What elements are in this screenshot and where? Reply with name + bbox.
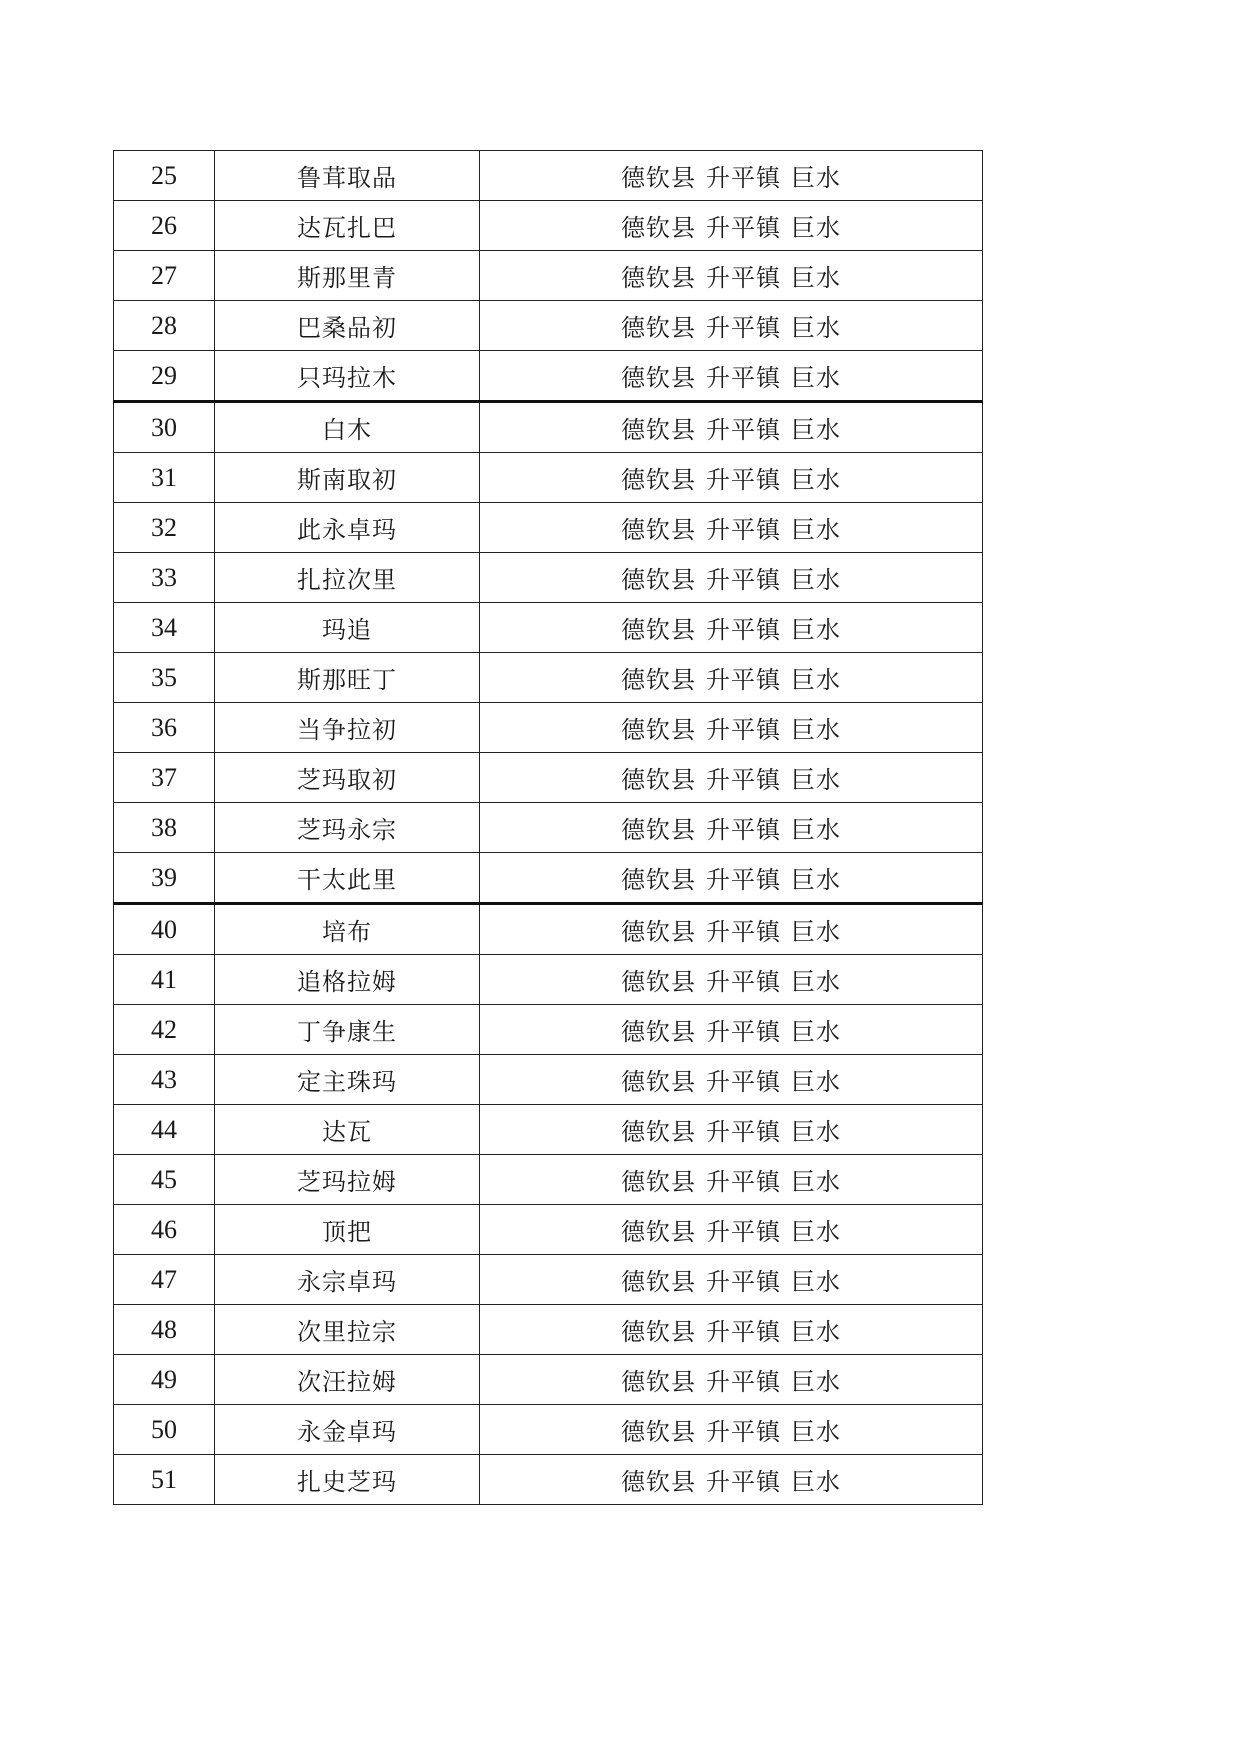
address-town: 升平镇 <box>706 214 781 242</box>
table-row <box>114 301 983 351</box>
table-row <box>114 151 983 201</box>
address-town: 升平镇 <box>706 416 781 444</box>
address-cell <box>480 603 983 653</box>
address-village: 巨水 <box>791 364 841 392</box>
address-county: 德钦县 <box>621 1268 696 1296</box>
person-name-cell: 达瓦 <box>215 1105 480 1155</box>
person-name-cell: 定主珠玛 <box>215 1055 480 1105</box>
address-village: 巨水 <box>791 666 841 694</box>
address-cell <box>480 955 983 1005</box>
table-row <box>114 1305 983 1355</box>
address-town: 升平镇 <box>706 1018 781 1046</box>
address-county: 德钦县 <box>621 1118 696 1146</box>
address-town: 升平镇 <box>706 766 781 794</box>
address-village: 巨水 <box>791 214 841 242</box>
address-county: 德钦县 <box>621 968 696 996</box>
row-number-cell: 31 <box>114 453 215 503</box>
address-village: 巨水 <box>791 616 841 644</box>
address-village: 巨水 <box>791 466 841 494</box>
address-village: 巨水 <box>791 566 841 594</box>
address-county: 德钦县 <box>621 466 696 494</box>
table-row <box>114 1105 983 1155</box>
address-town: 升平镇 <box>706 164 781 192</box>
person-name-cell: 次汪拉姆 <box>215 1355 480 1405</box>
row-number-cell: 48 <box>114 1305 215 1355</box>
address-county: 德钦县 <box>621 416 696 444</box>
address-village: 巨水 <box>791 918 841 946</box>
row-number-cell: 29 <box>114 351 215 402</box>
address-county: 德钦县 <box>621 314 696 342</box>
address-county: 德钦县 <box>621 1168 696 1196</box>
table-row <box>114 653 983 703</box>
address-village: 巨水 <box>791 816 841 844</box>
address-county: 德钦县 <box>621 1018 696 1046</box>
address-town: 升平镇 <box>706 918 781 946</box>
row-number-cell: 33 <box>114 553 215 603</box>
address-cell <box>480 1305 983 1355</box>
table-row <box>114 1355 983 1405</box>
address-cell <box>480 1055 983 1105</box>
address-county: 德钦县 <box>621 1218 696 1246</box>
address-town: 升平镇 <box>706 1168 781 1196</box>
address-county: 德钦县 <box>621 918 696 946</box>
address-cell <box>480 904 983 955</box>
address-town: 升平镇 <box>706 314 781 342</box>
table-row <box>114 402 983 453</box>
address-cell <box>480 553 983 603</box>
address-town: 升平镇 <box>706 968 781 996</box>
address-village: 巨水 <box>791 314 841 342</box>
person-name-cell: 扎史芝玛 <box>215 1455 480 1505</box>
address-town: 升平镇 <box>706 1068 781 1096</box>
row-number-cell: 37 <box>114 753 215 803</box>
row-number-cell: 43 <box>114 1055 215 1105</box>
address-cell <box>480 1005 983 1055</box>
address-village: 巨水 <box>791 1318 841 1346</box>
row-number-cell: 38 <box>114 803 215 853</box>
address-village: 巨水 <box>791 1218 841 1246</box>
address-cell <box>480 453 983 503</box>
address-cell <box>480 703 983 753</box>
address-village: 巨水 <box>791 1418 841 1446</box>
table-row <box>114 453 983 503</box>
row-number-cell: 44 <box>114 1105 215 1155</box>
address-county: 德钦县 <box>621 1068 696 1096</box>
address-town: 升平镇 <box>706 516 781 544</box>
address-cell <box>480 1455 983 1505</box>
address-village: 巨水 <box>791 516 841 544</box>
address-county: 德钦县 <box>621 566 696 594</box>
address-village: 巨水 <box>791 1018 841 1046</box>
address-county: 德钦县 <box>621 516 696 544</box>
address-village: 巨水 <box>791 1068 841 1096</box>
person-name-cell: 顶把 <box>215 1205 480 1255</box>
table-row <box>114 853 983 904</box>
table-row <box>114 1405 983 1455</box>
address-county: 德钦县 <box>621 1318 696 1346</box>
row-number-cell: 46 <box>114 1205 215 1255</box>
table-row <box>114 753 983 803</box>
address-cell <box>480 503 983 553</box>
row-number-cell: 26 <box>114 201 215 251</box>
table-row <box>114 603 983 653</box>
address-cell <box>480 1405 983 1455</box>
address-cell <box>480 201 983 251</box>
person-name-cell: 斯那里青 <box>215 251 480 301</box>
person-name-cell: 斯南取初 <box>215 453 480 503</box>
table-row <box>114 503 983 553</box>
roster-table <box>113 150 983 1505</box>
person-name-cell: 芝玛永宗 <box>215 803 480 853</box>
address-cell <box>480 753 983 803</box>
address-cell <box>480 653 983 703</box>
row-number-cell: 49 <box>114 1355 215 1405</box>
address-town: 升平镇 <box>706 364 781 392</box>
address-village: 巨水 <box>791 416 841 444</box>
address-village: 巨水 <box>791 264 841 292</box>
address-town: 升平镇 <box>706 1468 781 1496</box>
row-number-cell: 42 <box>114 1005 215 1055</box>
row-number-cell: 27 <box>114 251 215 301</box>
row-number-cell: 30 <box>114 402 215 453</box>
address-town: 升平镇 <box>706 816 781 844</box>
person-name-cell: 玛追 <box>215 603 480 653</box>
address-village: 巨水 <box>791 164 841 192</box>
address-village: 巨水 <box>791 1468 841 1496</box>
person-name-cell: 达瓦扎巴 <box>215 201 480 251</box>
address-county: 德钦县 <box>621 364 696 392</box>
person-name-cell: 芝玛取初 <box>215 753 480 803</box>
address-county: 德钦县 <box>621 264 696 292</box>
row-number-cell: 47 <box>114 1255 215 1305</box>
address-cell <box>480 402 983 453</box>
address-town: 升平镇 <box>706 716 781 744</box>
address-town: 升平镇 <box>706 616 781 644</box>
table-row <box>114 904 983 955</box>
address-town: 升平镇 <box>706 1318 781 1346</box>
person-name-cell: 丁争康生 <box>215 1005 480 1055</box>
row-number-cell: 41 <box>114 955 215 1005</box>
address-town: 升平镇 <box>706 1118 781 1146</box>
roster-table-body <box>114 151 983 1505</box>
table-row <box>114 1055 983 1105</box>
address-town: 升平镇 <box>706 1418 781 1446</box>
address-town: 升平镇 <box>706 1268 781 1296</box>
person-name-cell: 此永卓玛 <box>215 503 480 553</box>
table-row <box>114 1005 983 1055</box>
person-name-cell: 永宗卓玛 <box>215 1255 480 1305</box>
table-row <box>114 553 983 603</box>
row-number-cell: 32 <box>114 503 215 553</box>
address-cell <box>480 803 983 853</box>
address-town: 升平镇 <box>706 666 781 694</box>
person-name-cell: 鲁茸取品 <box>215 151 480 201</box>
address-village: 巨水 <box>791 1268 841 1296</box>
address-town: 升平镇 <box>706 1368 781 1396</box>
address-village: 巨水 <box>791 1118 841 1146</box>
address-county: 德钦县 <box>621 816 696 844</box>
person-name-cell: 白木 <box>215 402 480 453</box>
address-cell <box>480 1355 983 1405</box>
row-number-cell: 28 <box>114 301 215 351</box>
address-cell <box>480 301 983 351</box>
table-row <box>114 955 983 1005</box>
person-name-cell: 干太此里 <box>215 853 480 904</box>
address-county: 德钦县 <box>621 616 696 644</box>
table-row <box>114 251 983 301</box>
address-cell <box>480 853 983 904</box>
address-cell <box>480 251 983 301</box>
table-row <box>114 1255 983 1305</box>
address-village: 巨水 <box>791 866 841 894</box>
row-number-cell: 25 <box>114 151 215 201</box>
row-number-cell: 35 <box>114 653 215 703</box>
address-county: 德钦县 <box>621 214 696 242</box>
person-name-cell: 追格拉姆 <box>215 955 480 1005</box>
address-cell <box>480 351 983 402</box>
person-name-cell: 只玛拉木 <box>215 351 480 402</box>
person-name-cell: 次里拉宗 <box>215 1305 480 1355</box>
address-town: 升平镇 <box>706 1218 781 1246</box>
address-village: 巨水 <box>791 766 841 794</box>
table-row <box>114 1205 983 1255</box>
row-number-cell: 45 <box>114 1155 215 1205</box>
address-county: 德钦县 <box>621 1468 696 1496</box>
address-village: 巨水 <box>791 716 841 744</box>
address-county: 德钦县 <box>621 766 696 794</box>
address-cell <box>480 1105 983 1155</box>
person-name-cell: 培布 <box>215 904 480 955</box>
person-name-cell: 巴桑品初 <box>215 301 480 351</box>
address-cell <box>480 1155 983 1205</box>
table-row <box>114 803 983 853</box>
address-county: 德钦县 <box>621 716 696 744</box>
table-row <box>114 201 983 251</box>
address-town: 升平镇 <box>706 866 781 894</box>
row-number-cell: 34 <box>114 603 215 653</box>
person-name-cell: 芝玛拉姆 <box>215 1155 480 1205</box>
address-town: 升平镇 <box>706 466 781 494</box>
address-town: 升平镇 <box>706 566 781 594</box>
address-county: 德钦县 <box>621 666 696 694</box>
address-village: 巨水 <box>791 968 841 996</box>
address-county: 德钦县 <box>621 866 696 894</box>
person-name-cell: 扎拉次里 <box>215 553 480 603</box>
person-name-cell: 永金卓玛 <box>215 1405 480 1455</box>
table-row <box>114 351 983 402</box>
address-town: 升平镇 <box>706 264 781 292</box>
row-number-cell: 50 <box>114 1405 215 1455</box>
address-cell <box>480 1205 983 1255</box>
address-county: 德钦县 <box>621 164 696 192</box>
address-county: 德钦县 <box>621 1418 696 1446</box>
address-cell <box>480 151 983 201</box>
row-number-cell: 36 <box>114 703 215 753</box>
person-name-cell: 斯那旺丁 <box>215 653 480 703</box>
row-number-cell: 51 <box>114 1455 215 1505</box>
row-number-cell: 39 <box>114 853 215 904</box>
table-row <box>114 1155 983 1205</box>
address-village: 巨水 <box>791 1368 841 1396</box>
address-village: 巨水 <box>791 1168 841 1196</box>
table-row <box>114 703 983 753</box>
address-county: 德钦县 <box>621 1368 696 1396</box>
row-number-cell: 40 <box>114 904 215 955</box>
table-row <box>114 1455 983 1505</box>
address-cell <box>480 1255 983 1305</box>
person-name-cell: 当争拉初 <box>215 703 480 753</box>
